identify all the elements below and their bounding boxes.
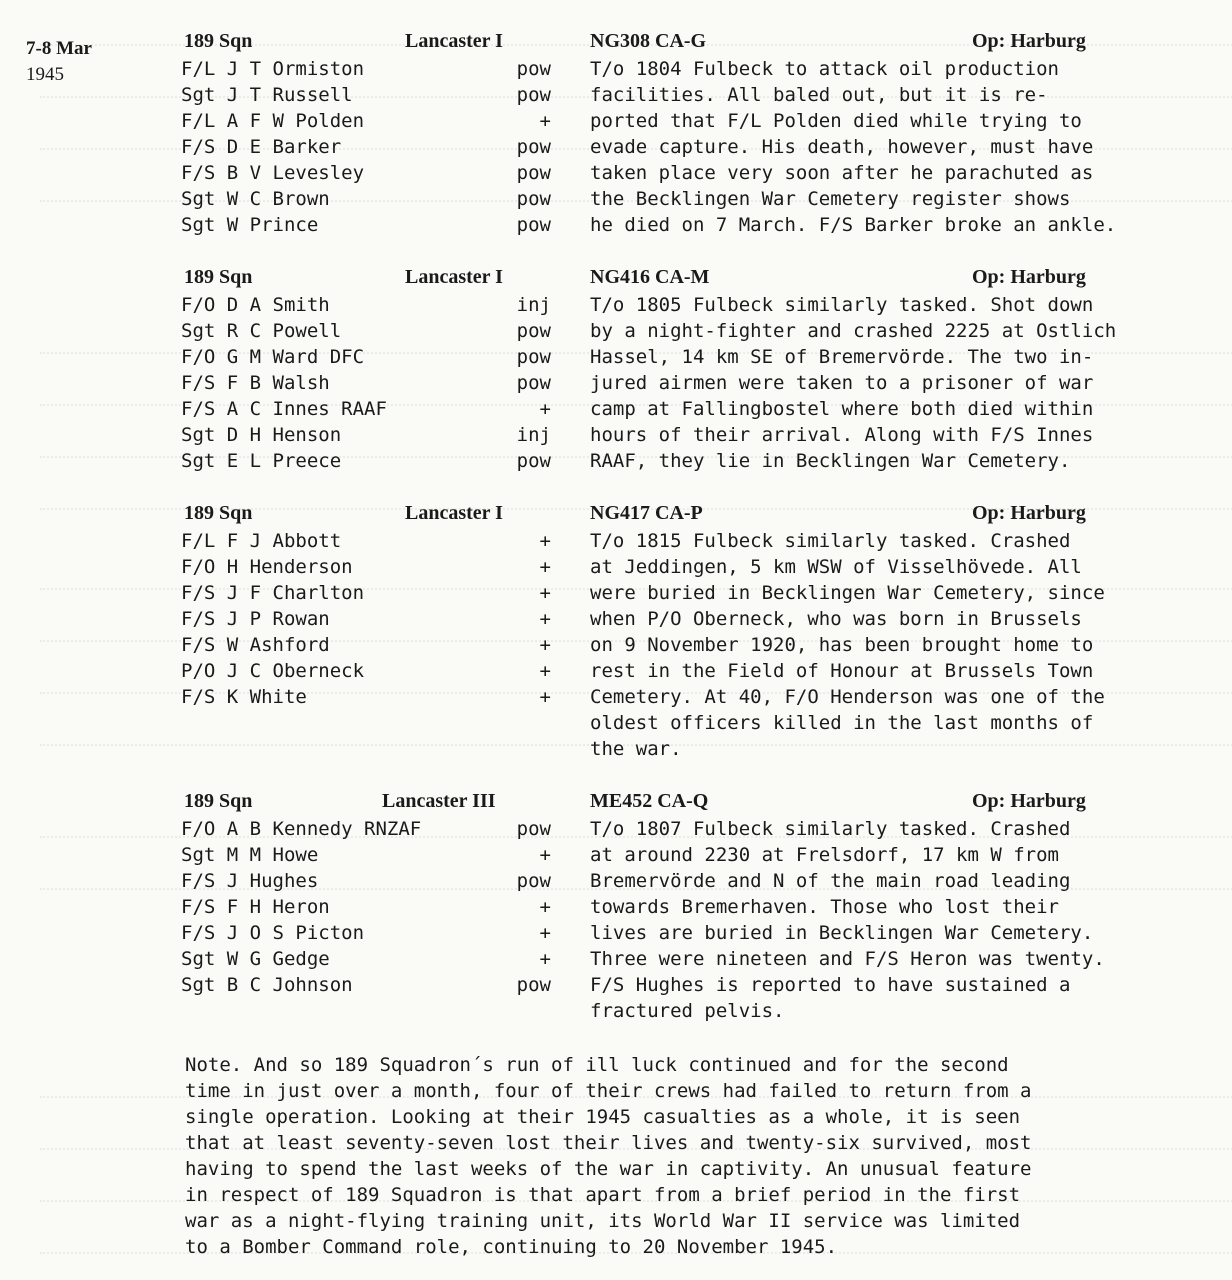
- aircraft-serial: ME452 CA-Q: [590, 790, 709, 812]
- crew-status: pow: [516, 818, 551, 840]
- narrative-line: T/o 1807 Fulbeck similarly tasked. Crashed: [590, 818, 1071, 840]
- aircraft-serial: NG416 CA-M: [590, 266, 710, 288]
- crew-row: [181, 448, 551, 474]
- crew-row: [181, 894, 551, 920]
- narrative-line: taken place very soon after he parachuted as: [590, 162, 1094, 184]
- crew-name: Sgt W C Brown: [181, 188, 330, 210]
- loss-narrative: [590, 816, 1210, 1024]
- narrative-line: Bremervörde and N of the main road leading: [590, 870, 1071, 892]
- note-line: in respect of 189 Squadron is that apart from a brief period in the first: [185, 1184, 1021, 1206]
- crew-row: [181, 606, 551, 632]
- crew-status: pow: [516, 346, 551, 368]
- crew-name: F/S J O S Picton: [181, 922, 365, 944]
- crew-status: pow: [516, 870, 551, 892]
- crew-name: Sgt D H Henson: [181, 424, 342, 446]
- crew-name: F/L J T Ormiston: [181, 58, 365, 80]
- narrative-line: F/S Hughes is reported to have sustained a: [590, 974, 1071, 996]
- crew-status: +: [539, 582, 551, 604]
- narrative-line: the Becklingen War Cemetery register shows: [590, 188, 1071, 210]
- squadron-label: 189 Sqn: [184, 266, 253, 288]
- crew-row: [181, 108, 551, 134]
- note-line: Note. And so 189 Squadron´s run of ill luck continued and for the second: [185, 1054, 1009, 1076]
- crew-list: [181, 528, 551, 710]
- crew-status: inj: [516, 294, 551, 316]
- narrative-line: jured airmen were taken to a prisoner of war: [590, 372, 1094, 394]
- crew-name: F/O A B Kennedy RNZAF: [181, 818, 422, 840]
- aircraft-type: Lancaster I: [405, 266, 503, 288]
- crew-status: pow: [516, 188, 551, 210]
- crew-row: [181, 370, 551, 396]
- narrative-line: when P/O Oberneck, who was born in Brussels: [590, 608, 1082, 630]
- crew-row: [181, 658, 551, 684]
- crew-name: Sgt M M Howe: [181, 844, 319, 866]
- crew-name: F/S K White: [181, 686, 307, 708]
- crew-name: F/O D A Smith: [181, 294, 330, 316]
- narrative-line: towards Bremerhaven. Those who lost their: [590, 896, 1059, 918]
- crew-row: [181, 842, 551, 868]
- crew-status: +: [539, 660, 551, 682]
- aircraft-type: Lancaster I: [405, 502, 503, 524]
- crew-row: [181, 344, 551, 370]
- crew-status: pow: [516, 320, 551, 342]
- crew-list: [181, 292, 551, 474]
- crew-status: +: [539, 634, 551, 656]
- crew-name: Sgt E L Preece: [181, 450, 342, 472]
- crew-name: F/L A F W Polden: [181, 110, 365, 132]
- crew-status: +: [539, 608, 551, 630]
- crew-row: [181, 868, 551, 894]
- note-line: that at least seventy-seven lost their lives and twenty-six survived, most: [185, 1132, 1032, 1154]
- squadron-note: [185, 1052, 1185, 1260]
- loss-entry: [0, 502, 1232, 760]
- crew-row: [181, 946, 551, 972]
- crew-name: Sgt J T Russell: [181, 84, 353, 106]
- operation-target: Op: Harburg: [972, 502, 1086, 524]
- crew-row: [181, 318, 551, 344]
- crew-row: [181, 82, 551, 108]
- loss-narrative: [590, 292, 1210, 474]
- crew-status: +: [539, 896, 551, 918]
- crew-status: +: [539, 686, 551, 708]
- crew-row: [181, 684, 551, 710]
- crew-row: [181, 632, 551, 658]
- narrative-line: by a night-fighter and crashed 2225 at Ostlich: [590, 320, 1117, 342]
- narrative-line: camp at Fallingbostel where both died within: [590, 398, 1094, 420]
- crew-row: [181, 920, 551, 946]
- date-year: 1945: [26, 64, 64, 85]
- crew-status: pow: [516, 84, 551, 106]
- crew-status: pow: [516, 974, 551, 996]
- narrative-line: rest in the Field of Honour at Brussels Town: [590, 660, 1094, 682]
- crew-row: [181, 972, 551, 998]
- date-range: 7-8 Mar: [26, 38, 92, 59]
- note-line: war as a night-flying training unit, its World War II service was limited: [185, 1210, 1021, 1232]
- aircraft-serial: NG308 CA-G: [590, 30, 707, 52]
- narrative-line: on 9 November 1920, has been brought home to: [590, 634, 1094, 656]
- narrative-line: the war.: [590, 738, 682, 760]
- aircraft-type: Lancaster III: [382, 790, 496, 812]
- crew-name: F/S J P Rowan: [181, 608, 330, 630]
- crew-list: [181, 56, 551, 238]
- crew-row: [181, 528, 551, 554]
- crew-row: [181, 56, 551, 82]
- narrative-line: Hassel, 14 km SE of Bremervörde. The two in-: [590, 346, 1094, 368]
- crew-name: F/S J F Charlton: [181, 582, 365, 604]
- note-line: having to spend the last weeks of the war in captivity. An unusual feature: [185, 1158, 1032, 1180]
- squadron-label: 189 Sqn: [184, 502, 253, 524]
- crew-name: F/S D E Barker: [181, 136, 342, 158]
- loss-narrative: [590, 528, 1210, 762]
- crew-name: Sgt B C Johnson: [181, 974, 353, 996]
- narrative-line: T/o 1805 Fulbeck similarly tasked. Shot down: [590, 294, 1094, 316]
- squadron-label: 189 Sqn: [184, 30, 253, 52]
- narrative-line: oldest officers killed in the last months of: [590, 712, 1094, 734]
- crew-row: [181, 186, 551, 212]
- narrative-line: hours of their arrival. Along with F/S Innes: [590, 424, 1094, 446]
- crew-status: +: [539, 556, 551, 578]
- narrative-line: Cemetery. At 40, F/O Henderson was one of the: [590, 686, 1105, 708]
- crew-status: pow: [516, 58, 551, 80]
- narrative-line: were buried in Becklingen War Cemetery, since: [590, 582, 1105, 604]
- narrative-line: T/o 1815 Fulbeck similarly tasked. Crashed: [590, 530, 1071, 552]
- loss-entry: [0, 266, 1232, 472]
- aircraft-type: Lancaster I: [405, 30, 503, 52]
- crew-name: P/O J C Oberneck: [181, 660, 365, 682]
- narrative-line: Three were nineteen and F/S Heron was twenty.: [590, 948, 1105, 970]
- crew-row: [181, 292, 551, 318]
- loss-entry: [0, 790, 1232, 1022]
- crew-status: +: [539, 948, 551, 970]
- crew-status: pow: [516, 162, 551, 184]
- note-line: single operation. Looking at their 1945 casualties as a whole, it is seen: [185, 1106, 1021, 1128]
- crew-name: F/S J Hughes: [181, 870, 319, 892]
- crew-row: [181, 396, 551, 422]
- crew-status: +: [539, 530, 551, 552]
- crew-list: [181, 816, 551, 998]
- narrative-line: at around 2230 at Frelsdorf, 17 km W from: [590, 844, 1059, 866]
- crew-name: F/S F B Walsh: [181, 372, 330, 394]
- loss-narrative: [590, 56, 1210, 238]
- crew-status: pow: [516, 136, 551, 158]
- crew-status: inj: [516, 424, 551, 446]
- narrative-line: T/o 1804 Fulbeck to attack oil production: [590, 58, 1059, 80]
- squadron-label: 189 Sqn: [184, 790, 253, 812]
- crew-name: F/S W Ashford: [181, 634, 330, 656]
- crew-row: [181, 422, 551, 448]
- narrative-line: ported that F/L Polden died while trying to: [590, 110, 1082, 132]
- narrative-line: he died on 7 March. F/S Barker broke an ankle.: [590, 214, 1117, 236]
- crew-status: +: [539, 110, 551, 132]
- crew-status: +: [539, 844, 551, 866]
- crew-name: F/L F J Abbott: [181, 530, 342, 552]
- note-line: time in just over a month, four of their crews had failed to return from a: [185, 1080, 1032, 1102]
- crew-status: +: [539, 922, 551, 944]
- note-line: to a Bomber Command role, continuing to 20 November 1945.: [185, 1236, 838, 1258]
- crew-name: F/S B V Levesley: [181, 162, 365, 184]
- crew-name: F/S A C Innes RAAF: [181, 398, 387, 420]
- narrative-line: evade capture. His death, however, must have: [590, 136, 1094, 158]
- narrative-line: RAAF, they lie in Becklingen War Cemetery.: [590, 450, 1071, 472]
- narrative-line: facilities. All baled out, but it is re-: [590, 84, 1048, 106]
- crew-name: F/O G M Ward DFC: [181, 346, 365, 368]
- crew-name: Sgt W G Gedge: [181, 948, 330, 970]
- crew-row: [181, 554, 551, 580]
- crew-status: pow: [516, 450, 551, 472]
- crew-status: pow: [516, 372, 551, 394]
- crew-name: Sgt W Prince: [181, 214, 319, 236]
- crew-row: [181, 212, 551, 238]
- crew-row: [181, 580, 551, 606]
- crew-status: pow: [516, 214, 551, 236]
- narrative-line: fractured pelvis.: [590, 1000, 785, 1022]
- operation-target: Op: Harburg: [972, 790, 1086, 812]
- crew-name: Sgt R C Powell: [181, 320, 342, 342]
- aircraft-serial: NG417 CA-P: [590, 502, 703, 524]
- crew-row: [181, 160, 551, 186]
- crew-name: F/S F H Heron: [181, 896, 330, 918]
- crew-name: F/O H Henderson: [181, 556, 353, 578]
- narrative-line: lives are buried in Becklingen War Cemetery.: [590, 922, 1094, 944]
- crew-row: [181, 134, 551, 160]
- operation-target: Op: Harburg: [972, 30, 1086, 52]
- narrative-line: at Jeddingen, 5 km WSW of Visselhövede. All: [590, 556, 1082, 578]
- crew-status: +: [539, 398, 551, 420]
- crew-row: [181, 816, 551, 842]
- operation-target: Op: Harburg: [972, 266, 1086, 288]
